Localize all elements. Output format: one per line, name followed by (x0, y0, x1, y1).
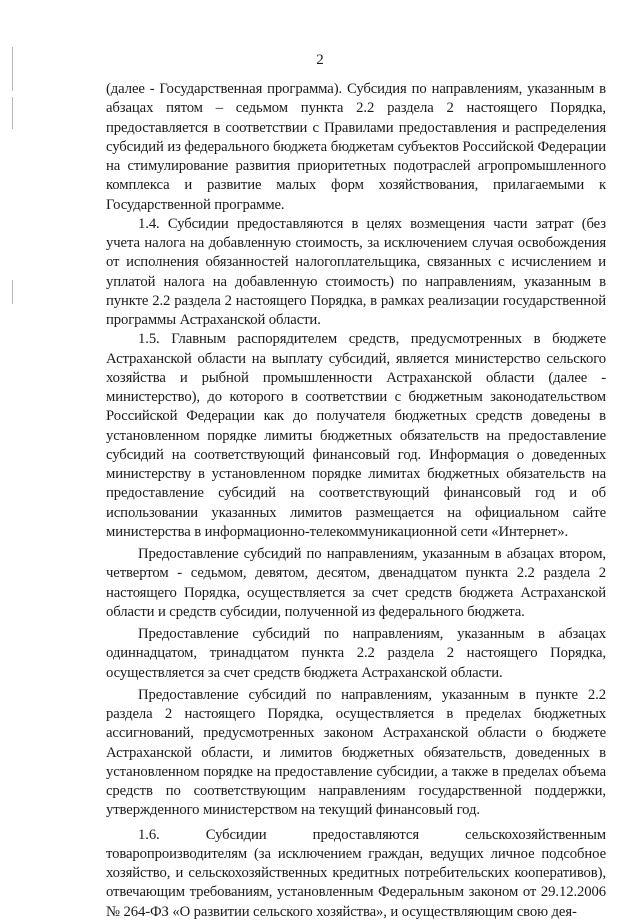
paragraph-state-program: (далее - Государственная программа). Субсидия по направлениям, указанным в абзацах пятом – седьмом пункта 2.2 раздела 2 настоящего Порядка, предоставляется в соответствии с Правилами предоставления и распределения субсидий из федерального бюджета бюджетам субъектов Российской Федерации на стимулирование развития приоритетных подотраслей агропромышленного комплекса и развитие малых форм хозяйствования, прилагаемыми к Государственной программе. (106, 81, 606, 213)
scan-edge-mark (12, 280, 13, 304)
paragraph-1-4: 1.4. Субсидии предоставляются в целях возмещения части затрат (без учета налога на добавленную стоимость, за исключением случая освобождения от исполнения обязанностей налогоплательщика, связанных с исчислением и уплатой налога на добавленную стоимость) по направлениям, указанным в пункте 2.2 раздела 2 настоящего Порядка, в рамках реализации государственной программы Астраханской области. (106, 215, 606, 328)
scan-edge-mark (12, 97, 13, 129)
paragraph-budget-limits: Предоставление субсидий по направлениям, указанным в пункте 2.2 раздела 2 настоящего Порядка, осуществляется в пределах бюджетных ассигнований, предусмотренных законом Астраханской области о бюджете Астраханской области, и лимитов бюджетных обязательств, доведенных в установленном порядке на предоставление субсидии, а также в пределах объема средств по соответствующим направлениям государственной поддержки, утвержденного министерством на текущий финансовый год. (106, 686, 606, 819)
document-body (106, 80, 606, 922)
scan-edge-mark (12, 47, 13, 91)
paragraph-funding-federal: Предоставление субсидий по направлениям, указанным в абзацах втором, четвертом - седьмом, девятом, десятом, двенадцатом пункта 2.2 раздела 2 настоящего Порядка, осуществляется за счет средств бюджета Астраханской области и средств субсидии, полученной из федерального бюджета. (106, 546, 606, 620)
paragraph-1-5: 1.5. Главным распорядителем средств, предусмотренных в бюджете Астраханской области на выплату субсидий, является министерство сельского хозяйства и рыбной промышленности Астраханской области (далее - министерство), до которого в соответствии с бюджетным законодательством Российской Федерации как до получателя бюджетных средств доведены в установленном порядке лимиты бюджетных обязательств на предоставление субсидий на соответствующий финансовый год. Информация о доведенных министерству в установленном порядке лимитах бюджетных обязательств на предоставление субсидий на соответствующий финансовый год и об использовании указанных лимитов размещается на официальном сайте министерства в информационно-телекоммуникационной сети «Интернет». (106, 331, 606, 540)
paragraph-1-6: 1.6. Субсидии предоставляются сельскохозяйственным товаропроизводителям (за исключением граждан, ведущих личное подсобное хозяйство, и сельскохозяйственных кредитных потребительских кооперативов), отвечающим требованиям, установленным Федеральным законом от 29.12.2006 № 264-ФЗ «О развитии сельского хозяйства», и осуществляющим свою дея- (106, 826, 606, 920)
paragraph-funding-regional: Предоставление субсидий по направлениям, указанным в абзацах одиннадцатом, тринадцатом пункта 2.2 раздела 2 настоящего Порядка, осуществляется за счет средств бюджета Астраханской области. (106, 626, 606, 681)
page-number: 2 (316, 52, 324, 68)
